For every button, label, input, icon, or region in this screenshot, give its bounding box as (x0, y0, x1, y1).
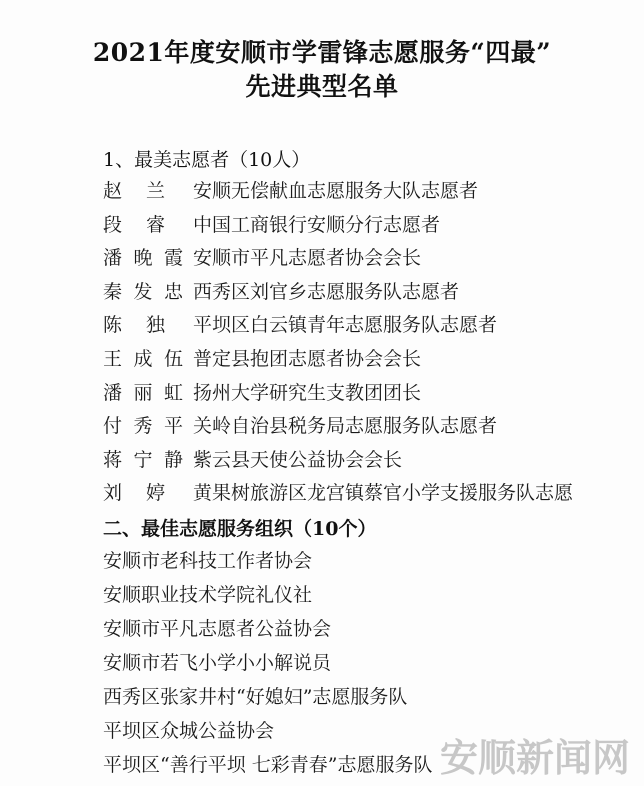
volunteer-name-char: 丽 (133, 381, 153, 404)
volunteer-name (103, 344, 183, 371)
volunteer-name (103, 176, 165, 203)
volunteer-description: 黄果树旅游区龙宫镇蔡官小学支援服务队志愿 (193, 482, 574, 505)
volunteer-name-char: 蒋 (103, 448, 123, 471)
volunteer-name-char: 王 (103, 348, 123, 370)
volunteer-name (103, 243, 183, 270)
volunteer-name-char: 独 (145, 314, 165, 337)
volunteer-name-char: 付 (103, 415, 123, 438)
volunteer-name-char: 潘 (103, 381, 123, 404)
organization-row: 安顺职业技术学院礼仪社 (103, 584, 313, 606)
volunteer-description: 安顺市平凡志愿者协会会长 (193, 247, 422, 270)
volunteer-description: 安顺无偿献血志愿服务大队志愿者 (193, 180, 479, 202)
organization-row: 安顺市若飞小学小小解说员 (103, 652, 332, 674)
organization-row: 平坝区“善行平坝 七彩青春”志愿服务队 (103, 754, 433, 776)
volunteer-description: 西秀区刘官乡志愿服务队志愿者 (193, 280, 460, 303)
volunteer-name (103, 411, 183, 438)
organization-row: 安顺市老科技工作者协会 (103, 550, 313, 572)
volunteer-description: 扬州大学研究生支教团团长 (193, 381, 422, 404)
volunteer-name-char: 秀 (133, 415, 153, 438)
volunteer-name-char: 赵 (103, 180, 123, 202)
volunteer-name-char: 平 (163, 415, 183, 438)
volunteer-description: 紫云县天使公益协会会长 (193, 448, 403, 471)
document-title-line-1: 2021年度安顺市学雷锋志愿服务“四最” (92, 38, 552, 67)
volunteer-description: 中国工商银行安顺分行志愿者 (193, 213, 441, 236)
volunteer-name (103, 378, 183, 405)
volunteer-name-char: 成 (133, 348, 153, 370)
volunteer-name-char: 虹 (163, 381, 183, 404)
volunteer-description: 关岭自治县税务局志愿服务队志愿者 (193, 415, 498, 438)
volunteer-name-char: 晚 (133, 247, 153, 270)
volunteer-name-char: 秦 (103, 280, 123, 303)
site-watermark: 安顺新闻网 (439, 736, 630, 780)
volunteer-name-char: 兰 (145, 180, 165, 202)
document-title-line-2: 先进典型名单 (245, 72, 399, 101)
volunteer-name-char: 婷 (145, 482, 165, 505)
organization-row: 安顺市平凡志愿者公益协会 (103, 618, 332, 640)
organization-row: 平坝区众城公益协会 (103, 720, 275, 742)
volunteer-description: 普定县抱团志愿者协会会长 (193, 348, 422, 370)
volunteer-name-char: 静 (163, 448, 183, 471)
volunteer-name-char: 睿 (145, 213, 165, 236)
section-2-heading: 二、最佳志愿服务组织（10个） (103, 518, 377, 540)
volunteer-name-char: 段 (103, 213, 123, 236)
volunteer-name-char: 潘 (103, 247, 123, 270)
volunteer-name-char: 刘 (103, 482, 123, 505)
volunteer-name (103, 310, 165, 337)
volunteer-name-char: 霞 (163, 247, 183, 270)
volunteer-name (103, 277, 183, 304)
volunteer-name-char: 发 (133, 280, 153, 303)
volunteer-name-char: 陈 (103, 314, 123, 337)
volunteer-name-char: 宁 (133, 448, 153, 471)
section-1-heading: 1、最美志愿者（10人） (103, 149, 311, 171)
organization-row: 西秀区张家井村“好媳妇”志愿服务队 (103, 686, 408, 708)
volunteer-name (103, 210, 165, 237)
volunteer-name-char: 忠 (163, 280, 183, 303)
volunteer-name-char: 伍 (163, 348, 183, 370)
volunteer-description: 平坝区白云镇青年志愿服务队志愿者 (193, 314, 498, 337)
volunteer-name (103, 445, 183, 472)
volunteer-name (103, 478, 165, 505)
